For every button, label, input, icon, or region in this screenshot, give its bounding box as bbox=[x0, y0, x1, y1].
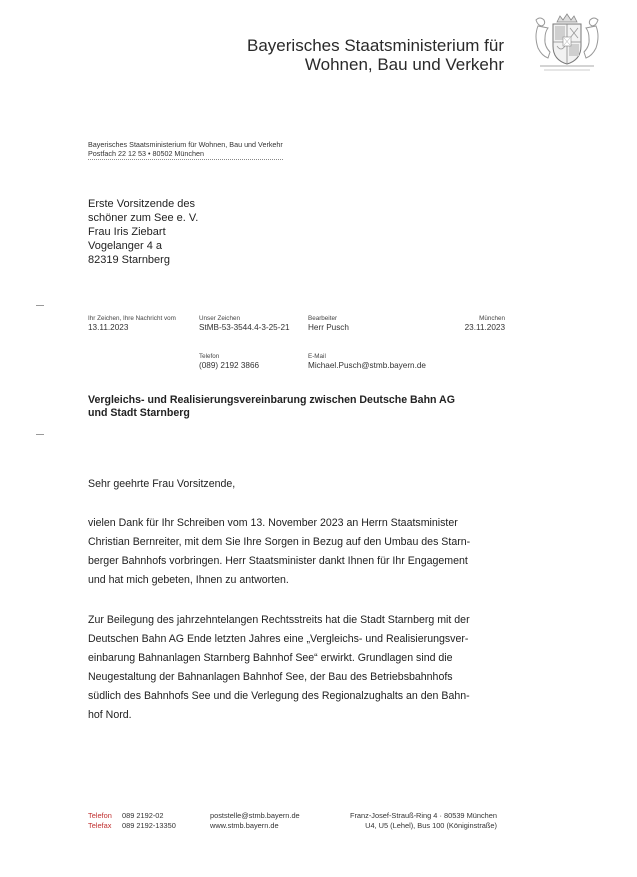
sender-line1: Bayerisches Staatsministerium für Wohnen, Bau und Verkehr bbox=[88, 140, 283, 149]
paragraph-line: vielen Dank für Ihr Schreiben vom 13. November 2023 an Herrn Staatsminister bbox=[88, 517, 458, 529]
recipient-address bbox=[88, 197, 198, 267]
paragraph-line: berger Bahnhofs vorbringen. Herr Staatsminister dankt Ihnen für Ihr Engagement bbox=[88, 555, 468, 567]
footer-transit: U4, U5 (Lehel), Bus 100 (Königinstraße) bbox=[365, 821, 497, 830]
clerk-label: Bearbeiter bbox=[308, 315, 338, 322]
subject-line1: Vergleichs- und Realisierungsvereinbarung zwischen Deutsche Bahn AG bbox=[88, 394, 455, 406]
paragraph-1 bbox=[88, 514, 528, 590]
sender-line2: Postfach 22 12 53 • 80502 München bbox=[88, 149, 283, 160]
recipient-line: Vogelanger 4 a bbox=[88, 240, 163, 252]
paragraph-line: südlich des Bahnhofs See und die Verlegung des Regionalzughalts an den Bahn- bbox=[88, 690, 470, 702]
recipient-line: Frau Iris Ziebart bbox=[88, 226, 166, 238]
email bbox=[308, 353, 426, 371]
fold-mark bbox=[36, 305, 44, 306]
phone-label: Telefon bbox=[199, 353, 220, 360]
footer-phone-label: Telefon bbox=[88, 811, 112, 820]
paragraph-line: Neugestaltung der Bahnanlagen Bahnhof See, der Bau des Betriebsbahnhofs bbox=[88, 671, 453, 683]
our-reference-value: StMB-53-3544.4-3-25-21 bbox=[199, 323, 290, 332]
our-reference-label: Unser Zeichen bbox=[199, 315, 240, 322]
paragraph-line: einbarung Bahnanlagen Starnberg Bahnhof See“ erwirkt. Grundlagen sind die bbox=[88, 652, 453, 664]
paragraph-line: Zur Beilegung des jahrzehntelangen Rechtsstreits hat die Stadt Starnberg mit der bbox=[88, 614, 470, 626]
sender-address bbox=[88, 140, 283, 160]
footer-street: Franz-Josef-Strauß-Ring 4 · 80539 München bbox=[349, 811, 497, 820]
email-value[interactable]: Michael.Pusch@stmb.bayern.de bbox=[308, 361, 426, 370]
letter-subject bbox=[88, 394, 528, 420]
clerk bbox=[308, 315, 349, 333]
footer-online bbox=[210, 811, 300, 831]
footer-contact-values bbox=[122, 811, 176, 831]
phone bbox=[199, 353, 259, 371]
footer-phone-value: 089 2192-02 bbox=[122, 811, 164, 820]
date-value: 23.11.2023 bbox=[464, 323, 505, 332]
ministry-name bbox=[247, 36, 504, 74]
subject-line2: und Stadt Starnberg bbox=[88, 407, 190, 419]
your-reference-value: 13.11.2023 bbox=[88, 323, 129, 332]
recipient-line: Erste Vorsitzende des bbox=[88, 198, 196, 210]
clerk-value: Herr Pusch bbox=[308, 323, 349, 332]
paragraph-line: Deutschen Bahn AG Ende letzten Jahres eine „Vergleichs- und Realisierungsver- bbox=[88, 633, 469, 645]
recipient-line: 82319 Starnberg bbox=[88, 254, 170, 266]
footer-fax-value: 089 2192-13350 bbox=[122, 821, 176, 830]
paragraph-2 bbox=[88, 611, 528, 725]
footer-contact-labels bbox=[88, 811, 112, 831]
your-reference bbox=[88, 315, 176, 333]
phone-value: (089) 2192 3866 bbox=[199, 361, 260, 370]
paragraph-line: und hat mich gebeten, Ihnen zu antworten. bbox=[88, 574, 289, 586]
footer-email[interactable]: poststelle@stmb.bayern.de bbox=[210, 811, 300, 820]
email-label: E-Mail bbox=[308, 353, 326, 360]
paragraph-line: hof Nord. bbox=[88, 709, 132, 721]
ministry-name-line1: Bayerisches Staatsministerium für bbox=[247, 36, 504, 55]
footer-web[interactable]: www.stmb.bayern.de bbox=[210, 821, 279, 830]
bavarian-coat-of-arms-icon bbox=[530, 12, 604, 74]
letter-date bbox=[465, 315, 505, 333]
place-label: München bbox=[479, 315, 505, 322]
fold-mark bbox=[36, 434, 44, 435]
recipient-line: schöner zum See e. V. bbox=[88, 212, 199, 224]
ministry-name-line2: Wohnen, Bau und Verkehr bbox=[304, 55, 504, 74]
paragraph-line: Christian Bernreiter, mit dem Sie Ihre Sorgen in Bezug auf den Umbau des Starn- bbox=[88, 536, 471, 548]
footer-address bbox=[350, 811, 497, 831]
our-reference bbox=[199, 315, 290, 333]
footer-fax-label: Telefax bbox=[88, 821, 112, 830]
salutation: Sehr geehrte Frau Vorsitzende, bbox=[88, 478, 236, 490]
your-reference-label: Ihr Zeichen, Ihre Nachricht vom bbox=[88, 315, 176, 322]
